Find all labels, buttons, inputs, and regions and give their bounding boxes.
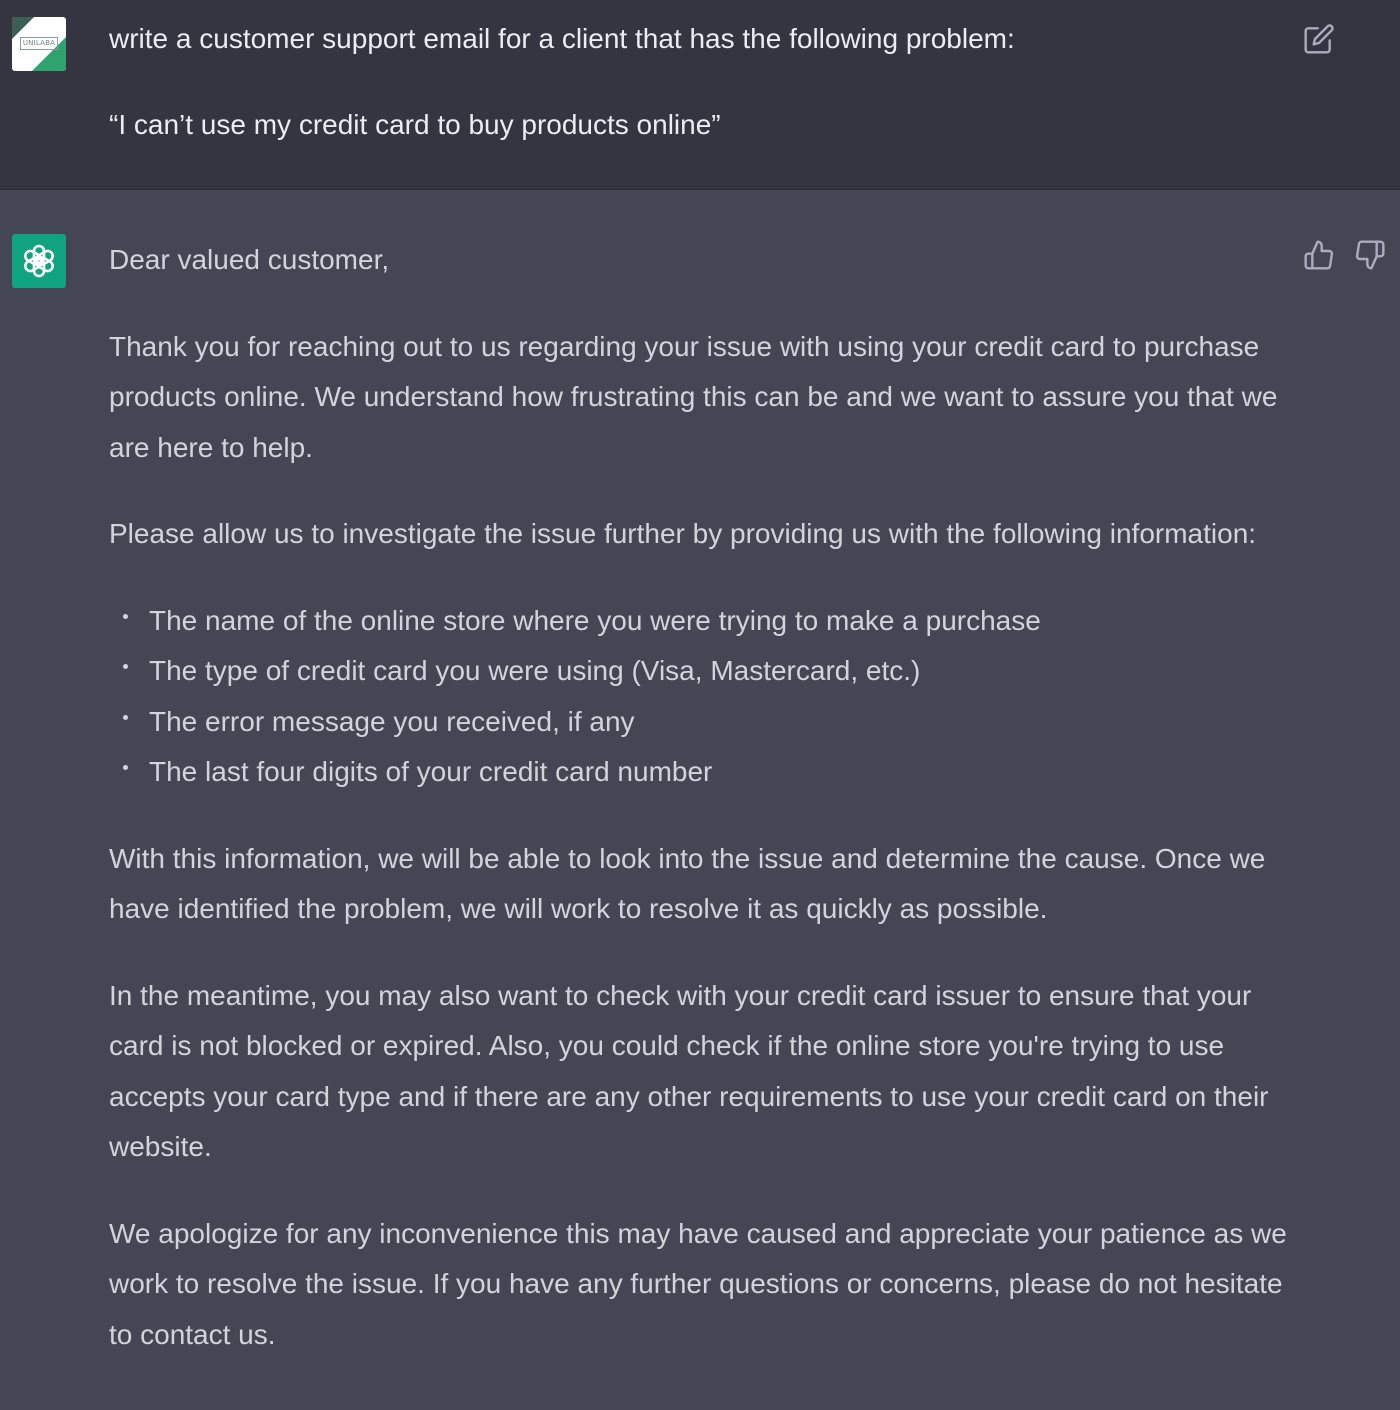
avatar-logo-text: UNILABA (20, 37, 58, 50)
user-avatar (12, 17, 66, 71)
user-message (0, 0, 1400, 190)
assistant-message (0, 191, 1400, 1410)
greeting: Dear valued customer, (109, 244, 390, 275)
paragraph: With this information, we will be able to look into the issue and determine the cause. Once we have identified the problem, we will work to resolve it as quickly as possible. (109, 842, 1266, 924)
paragraph: Thank you for reaching out to us regarding your issue with using your credit card to purchase products online. We understand how frustrating this can be and we want to assure you that we are here to help. (109, 330, 1278, 463)
assistant-message-text (109, 235, 1299, 1396)
info-list (109, 596, 1299, 798)
list-item: The name of the online store where you were trying to make a purchase (149, 596, 1299, 647)
edit-icon[interactable] (1303, 23, 1335, 55)
avatar-stripe-dark (12, 17, 34, 39)
list-item: The last four digits of your credit card number (149, 747, 1299, 798)
thumbs-up-icon[interactable] (1303, 239, 1335, 271)
paragraph: Please allow us to investigate the issue further by providing us with the following information: (109, 518, 1257, 549)
list-item: The type of credit card you were using (Visa, Mastercard, etc.) (149, 646, 1299, 697)
user-message-text (109, 20, 1015, 144)
paragraph: We apologize for any inconvenience this may have caused and appreciate your patience as we work to resolve the issue. If you have any further questions or concerns, please do not hesitate to contact us. (109, 1217, 1287, 1350)
user-message-line: write a customer support email for a client that has the following problem: (109, 23, 1015, 54)
paragraph: In the meantime, you may also want to check with your credit card issuer to ensure that your card is not blocked or expired. Also, you could check if the online store you're trying to use accepts your card type and if there are any other requirements to use your credit card on their website. (109, 979, 1269, 1162)
thumbs-down-icon[interactable] (1354, 239, 1386, 271)
assistant-avatar (12, 234, 66, 288)
user-message-line: “I can’t use my credit card to buy products online” (109, 109, 721, 140)
openai-logo-icon (19, 241, 59, 281)
list-item: The error message you received, if any (149, 697, 1299, 748)
